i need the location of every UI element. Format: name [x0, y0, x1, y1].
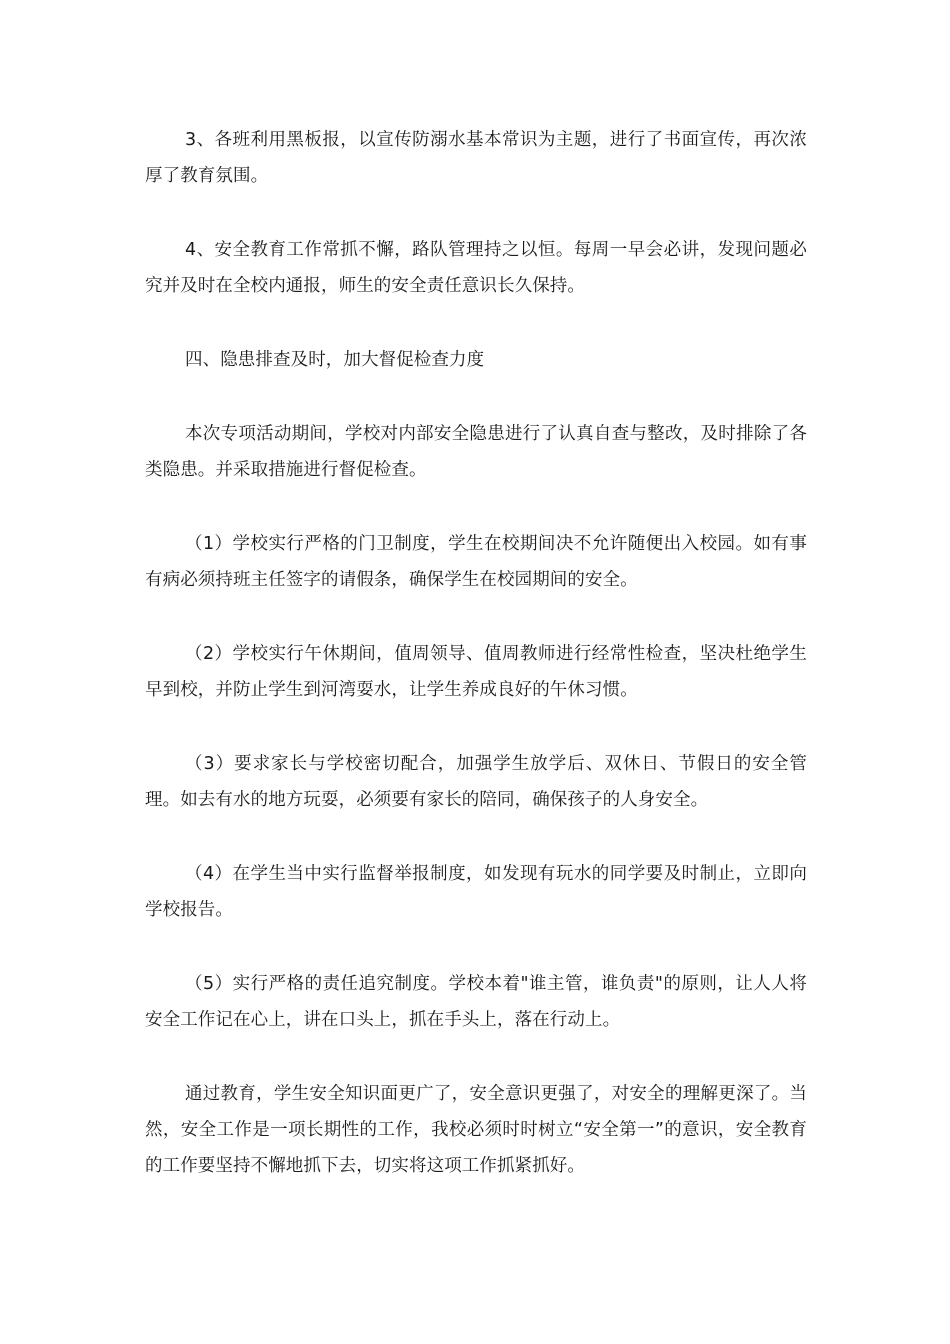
paragraph-measure-1: （1）学校实行严格的门卫制度，学生在校期间决不允许随便出入校园。如有事有病必须持班主任签字的请假条，确保学生在校园期间的安全。 [145, 534, 807, 590]
paragraph-measure-2: （2）学校实行午休期间，值周领导、值周教师进行经常性检查，坚决杜绝学生早到校，并防止学生到河湾耍水，让学生养成良好的午休习惯。 [145, 644, 807, 700]
paragraph-conclusion: 通过教育，学生安全知识面更广了，安全意识更强了，对安全的理解更深了。当然，安全工作是一项长期性的工作，我校必须时时树立“安全第一”的意识，安全教育的工作要坚持不懈地抓下去，切实将这项工作抓紧抓好。 [145, 1084, 807, 1176]
document-body [145, 122, 807, 1222]
paragraph-measure-3: （3）要求家长与学校密切配合，加强学生放学后、双休日、节假日的安全管理。如去有水的地方玩耍，必须要有家长的陪同，确保孩子的人身安全。 [145, 754, 807, 810]
paragraph-intro: 本次专项活动期间，学校对内部安全隐患进行了认真自查与整改，及时排除了各类隐患。并采取措施进行督促检查。 [145, 424, 807, 480]
paragraph-item-3: 3、各班利用黑板报，以宣传防溺水基本常识为主题，进行了书面宣传，再次浓厚了教育氛围。 [145, 130, 807, 186]
section-heading-4: 四、隐患排查及时，加大督促检查力度 [185, 350, 485, 370]
paragraph-measure-5: （5）实行严格的责任追究制度。学校本着"谁主管，谁负责"的原则，让人人将安全工作记在心上，讲在口头上，抓在手头上，落在行动上。 [145, 974, 807, 1030]
paragraph-measure-4: （4）在学生当中实行监督举报制度，如发现有玩水的同学要及时制止，立即向学校报告。 [145, 864, 807, 920]
paragraph-item-4: 4、安全教育工作常抓不懈，路队管理持之以恒。每周一早会必讲，发现问题必究并及时在全校内通报，师生的安全责任意识长久保持。 [145, 240, 807, 296]
